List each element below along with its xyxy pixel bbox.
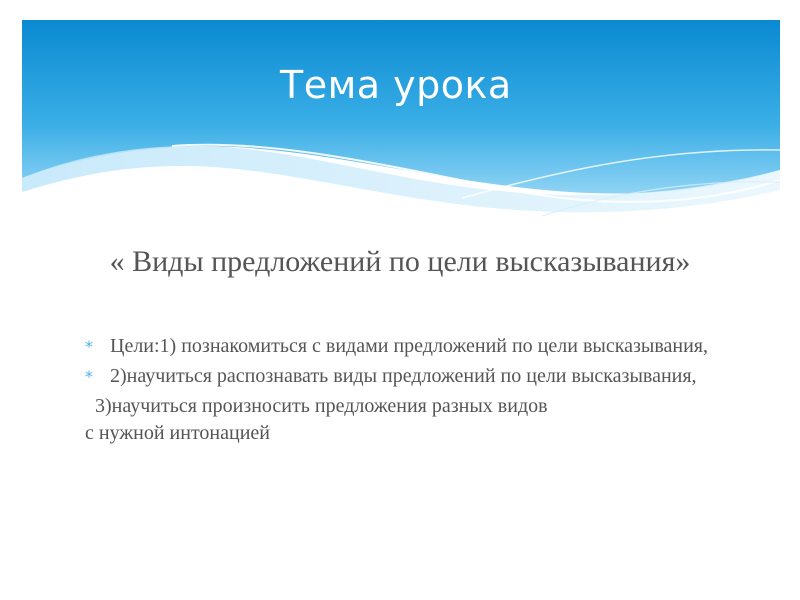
goal-text-3-line1: 3)научиться произносить предложения разных видов: [95, 395, 548, 417]
bullet-asterisk-icon: *: [85, 337, 93, 356]
goal-item-1: [85, 333, 745, 360]
goal-text-3-line2: с нужной интонацией: [85, 422, 270, 444]
header-wave-band: [22, 20, 780, 220]
bullet-asterisk-icon: *: [85, 367, 93, 386]
lesson-topic-heading: « Виды предложений по цели высказывания»: [109, 245, 691, 278]
goal-text-2: 2)научиться распознавать виды предложений по цели высказывания,: [110, 365, 697, 387]
slide-title: Тема урока: [280, 63, 512, 107]
goal-text-1: Цели:1) познакомиться с видами предложений по цели высказывания,: [110, 335, 708, 357]
goal-item-2: [85, 363, 745, 390]
lesson-goals-list: [85, 333, 745, 447]
goal-item-3: [85, 393, 745, 447]
